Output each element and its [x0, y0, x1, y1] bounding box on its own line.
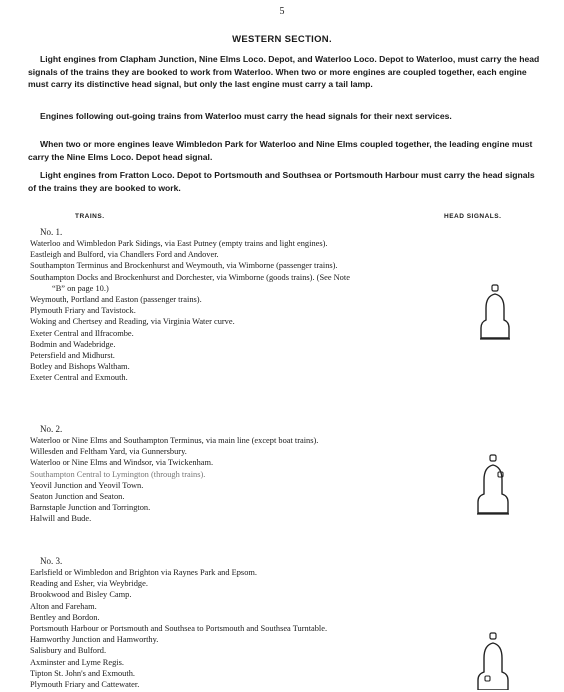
- route-line: Southampton Terminus and Brockenhurst and Weymouth, via Wimborne (passenger trains).: [30, 261, 338, 271]
- route-line: Exeter Central and Exmouth.: [30, 373, 128, 383]
- route-line: Alton and Fareham.: [30, 601, 97, 611]
- paragraph-light-engines: Light engines from Clapham Junction, Nine Elms Loco. Depot, and Waterloo Loco. Depot to Waterloo, must carry the head signals of the trains they are booked to work from Waterloo. When two or more engines are coupled together, each engine must carry its distinctive head signal, but only the last engine must carry a tail lamp.: [28, 54, 540, 89]
- head-signal-1-icon: [475, 284, 515, 342]
- signal-group-1: [30, 226, 450, 384]
- route-line: Halwill and Bude.: [30, 514, 92, 524]
- section-title: WESTERN SECTION.: [232, 34, 332, 45]
- route-line: Plymouth Friary and Tavistock.: [30, 306, 136, 316]
- route-line: Tipton St. John's and Exmouth.: [30, 668, 135, 678]
- route-line: Earlsfield or Wimbledon and Brighton via Raynes Park and Epsom.: [30, 568, 257, 577]
- route-line: Yeovil Junction and Yeovil Town.: [30, 480, 144, 490]
- route-line: Barnstaple Junction and Torrington.: [30, 503, 151, 513]
- group-title: No. 2.: [40, 424, 63, 434]
- route-line: Waterloo or Nine Elms and Windsor, via Twickenham.: [30, 458, 214, 468]
- route-line: Botley and Bishops Waltham.: [30, 362, 130, 372]
- route-line: Seaton Junction and Seaton.: [30, 492, 125, 502]
- column-header-trains: TRAINS.: [75, 213, 105, 220]
- head-signal-3-icon: [472, 632, 514, 690]
- page-number: 5: [279, 6, 285, 17]
- route-line: Petersfield and Midhurst.: [30, 351, 115, 361]
- head-signal-2-icon: [472, 454, 514, 518]
- group-title: No. 1.: [40, 227, 63, 237]
- route-line: Eastleigh and Bulford, via Chandlers Ford and Andover.: [30, 250, 219, 260]
- signal-group-2: [30, 423, 450, 525]
- route-line: “B” on page 10.): [52, 283, 109, 293]
- route-line: Waterloo and Wimbledon Park Sidings, via East Putney (empty trains and light engines).: [30, 239, 328, 248]
- route-line: Willesden and Feltham Yard, via Gunnersbury.: [30, 447, 187, 457]
- group-title: No. 3.: [40, 556, 63, 566]
- route-line: Salisbury and Bulford.: [30, 646, 107, 656]
- route-line: Southampton Central to Lymington (through trains).: [30, 469, 206, 479]
- route-line: Bentley and Bordon.: [30, 612, 100, 622]
- route-line: Reading and Esher, via Weybridge.: [30, 579, 148, 589]
- signal-group-3: [30, 555, 450, 690]
- route-line: Waterloo or Nine Elms and Southampton Terminus, via main line (except boat trains).: [30, 436, 319, 445]
- route-line: Hamworthy Junction and Hamworthy.: [30, 635, 159, 645]
- route-line: Brookwood and Bisley Camp.: [30, 590, 132, 600]
- route-line: Portsmouth Harbour or Portsmouth and Southsea to Portsmouth and Southsea Turntable.: [30, 624, 328, 634]
- paragraph-following-engines: Engines following out-going trains from Waterloo must carry the head signals for their next services.: [40, 111, 452, 121]
- route-line: Bodmin and Wadebridge.: [30, 339, 116, 349]
- column-header-head-signals: HEAD SIGNALS.: [444, 213, 502, 220]
- paragraph-fratton: Light engines from Fratton Loco. Depot to Portsmouth and Southsea or Portsmouth Harbour must carry the head signals of the trains they are booked to work.: [28, 170, 535, 193]
- route-line: Axminster and Lyme Regis.: [30, 657, 124, 667]
- route-line: Plymouth Friary and Cattewater.: [30, 680, 140, 690]
- route-line: Weymouth, Portland and Easton (passenger trains).: [30, 295, 202, 305]
- paragraph-wimbledon-park: When two or more engines leave Wimbledon Park for Waterloo and Nine Elms coupled together, the leading engine must carry the Nine Elms Loco. Depot head signal.: [28, 139, 533, 162]
- route-line: Southampton Docks and Brockenhurst and Dorchester, via Wimborne (goods trains). (See Note: [30, 272, 350, 282]
- route-line: Exeter Central and Ilfracombe.: [30, 328, 134, 338]
- route-line: Woking and Chertsey and Reading, via Virginia Water curve.: [30, 317, 235, 327]
